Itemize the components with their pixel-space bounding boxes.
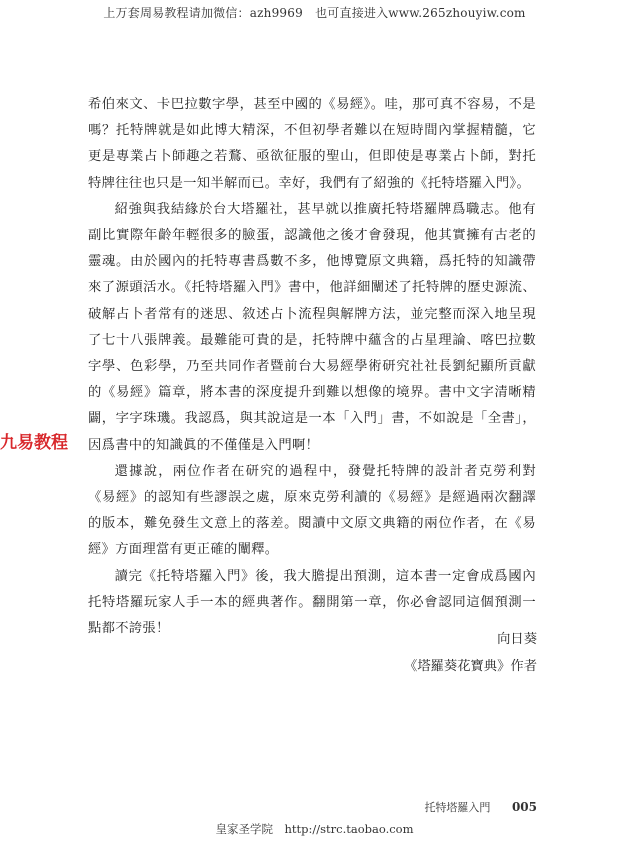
body-text — [88, 92, 536, 642]
signature-title: 《塔羅葵花寶典》作者 — [404, 659, 537, 674]
side-watermark: 九易教程 — [0, 433, 68, 453]
footer-banner: 皇家圣学院 http://strc.taobao.com — [215, 822, 414, 836]
page-folio — [424, 799, 537, 815]
paragraph-3: 還據說，兩位作者在研究的過程中，發覺托特牌的設計者克勞利對《易經》的認知有些謬誤之處，原來克勞利讀的《易經》是經過兩次翻譯的版本，難免發生文意上的落差。閱讀中文原文典籍的兩位作者，在《易經》方面理當有更正確的闡釋。 — [88, 463, 536, 558]
paragraph-4: 讀完《托特塔羅入門》後，我大膽提出預測，這本書一定會成爲國內托特塔羅玩家人手一本的經典著作。翻開第一章，你必會認同這個預測一點都不誇張！ — [88, 568, 536, 637]
header-banner: 上万套周易教程请加微信：azh9969 也可直接进入www.265zhouyiw.com — [103, 6, 526, 20]
paragraph-1: 希伯來文、卡巴拉數字學，甚至中國的《易經》。哇，那可真不容易，不是嗎？托特牌就是如此博大精深，不但初學者難以在短時間內掌握精髓，它更是專業占卜師趣之若鶩、亟欲征服的聖山，但即使是專業占卜師，對托特牌往往也只是一知半解而已。幸好，我們有了紹強的《托特塔羅入門》。 — [88, 97, 536, 191]
page-number: 005 — [511, 800, 537, 814]
paragraph-2: 紹強與我結緣於台大塔羅社，甚早就以推廣托特塔羅牌爲職志。他有副比實際年齡年輕很多的臉蛋，認識他之後才會發現，他其實擁有古老的靈魂。由於國內的托特專書爲數不多，他博覽原文典籍，爲托特的知識帶來了源頭活水。《托特塔羅入門》書中，他詳細闡述了托特牌的歷史源流、破解占卜者常有的迷思、敘述占卜流程與解牌方法，並完整而深入地呈現了七十八張牌義。最難能可貴的是，托特牌中蘊含的占星理論、喀巴拉數字學、色彩學，乃至共同作者暨前台大易經學術研究社社長劉紀顯所貢獻的《易經》篇章，將本書的深度提升到難以想像的境界。書中文字清晰精闢，字字珠璣。我認爲，與其說這是一本「入門」書，不如說是「全書」，因爲書中的知識眞的不僅僅是入門啊！ — [88, 201, 536, 453]
signature-name: 向日葵 — [497, 632, 537, 647]
folio-book-title: 托特塔羅入門 — [424, 801, 491, 814]
